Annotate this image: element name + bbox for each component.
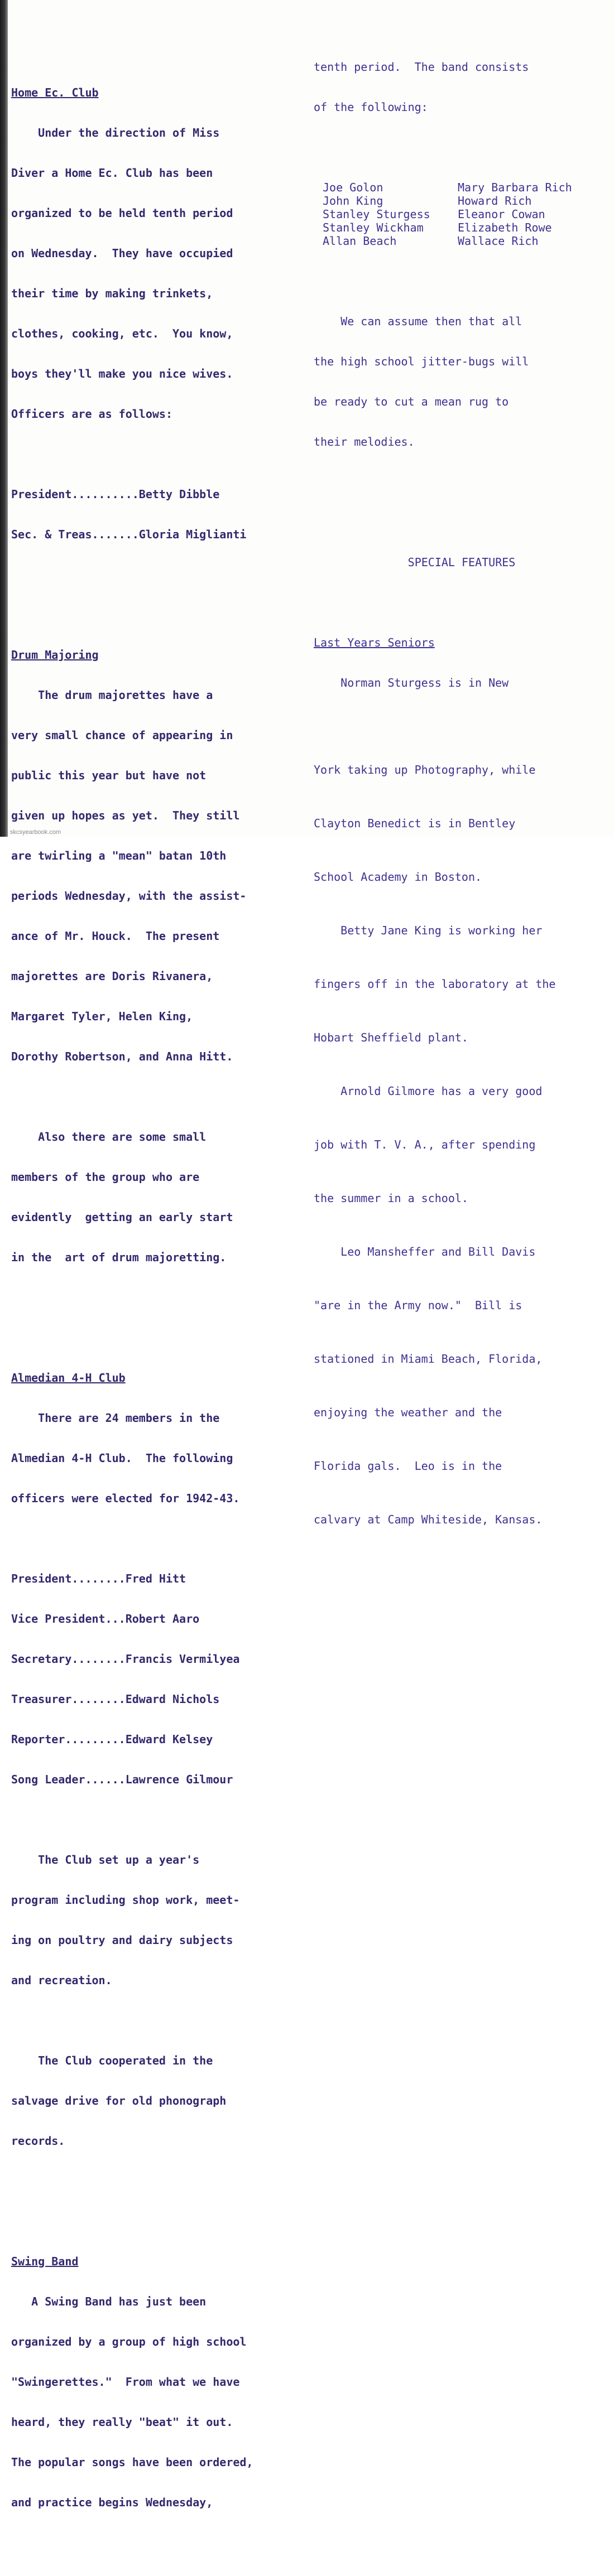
text-line: public this year but have not <box>11 769 207 782</box>
text-line: Leo Mansheffer and Bill Davis <box>314 1245 536 1258</box>
text-line: on Wednesday. They have occupied <box>11 247 233 260</box>
text-line: the high school jitter-bugs will <box>314 355 529 368</box>
text-line: very small chance of appearing in <box>11 729 233 742</box>
text-line: calvary at Camp Whiteside, Kansas. <box>314 1513 543 1526</box>
special-features-title: SPECIAL FEATURES <box>407 556 516 569</box>
left-column <box>11 32 301 2576</box>
text-line: majorettes are Doris Rivanera, <box>11 969 213 983</box>
section-heading: Almedian 4-H Club <box>11 1371 126 1385</box>
officer-line: Song Leader......Lawrence Gilmour <box>11 1773 233 1786</box>
band-member: Mary Barbara Rich <box>458 181 572 194</box>
binding-edge <box>0 0 8 837</box>
text-line: officers were elected for 1942-43. <box>11 1492 240 1505</box>
page <box>8 0 614 2509</box>
text-line: Diver a Home Ec. Club has been <box>11 166 213 180</box>
text-line: boys they'll make you nice wives. <box>11 367 233 380</box>
band-member: Stanley Sturgess <box>323 208 430 221</box>
text-line: Arnold Gilmore has a very good <box>314 1084 543 1098</box>
text-line: Clayton Benedict is in Bentley <box>314 817 516 830</box>
text-line: Dorothy Robertson, and Anna Hitt. <box>11 1050 233 1063</box>
text-line: their time by making trinkets, <box>11 287 213 300</box>
drum-majoring-section <box>11 621 301 1291</box>
text-line: stationed in Miami Beach, Florida, <box>314 1352 543 1366</box>
text-line: their melodies. <box>314 435 415 448</box>
band-member: Elizabeth Rowe <box>458 221 552 234</box>
text-line: Margaret Tyler, Helen King, <box>11 1010 193 1023</box>
band-member: Wallace Rich <box>458 234 539 248</box>
band-member: Stanley Wickham <box>323 221 424 234</box>
text-line: Also there are some small <box>11 1130 207 1144</box>
text-line: Norman Sturgess is in New <box>314 676 509 689</box>
text-line: The Club set up a year's <box>11 1853 200 1866</box>
section-heading: Swing Band <box>11 2255 79 2268</box>
right-column <box>314 33 610 1560</box>
swing-band-section <box>11 2228 301 2536</box>
text-line: A Swing Band has just been <box>11 2295 207 2308</box>
text-line: School Academy in Boston. <box>314 870 482 884</box>
text-line: and practice begins Wednesday, <box>11 2496 213 2509</box>
text-line: York taking up Photography, while <box>314 763 536 776</box>
text-line: Almedian 4-H Club. The following <box>11 1451 233 1465</box>
text-line: program including shop work, meet- <box>11 1893 240 1907</box>
text-line: and recreation. <box>11 1974 112 1987</box>
officer-line: Sec. & Treas.......Gloria Miglianti <box>11 528 247 541</box>
officer-line: President..........Betty Dibble <box>11 488 220 501</box>
text-line: There are 24 members in the <box>11 1411 220 1425</box>
text-line: ing on poultry and dairy subjects <box>11 1933 233 1947</box>
band-member: Howard Rich <box>458 194 532 208</box>
officer-line: Vice President...Robert Aaro <box>11 1612 200 1625</box>
text-line: heard, they really "beat" it out. <box>11 2415 233 2429</box>
section-heading: Home Ec. Club <box>11 86 99 99</box>
text-line: "Swingerettes." From what we have <box>11 2375 240 2389</box>
text-line: be ready to cut a mean rug to <box>314 395 509 408</box>
text-line: of the following: <box>314 100 428 114</box>
band-member: Eleanor Cowan <box>458 208 545 221</box>
footer-watermark: skcsyearbook.com <box>10 829 61 836</box>
text-line: given up hopes as yet. They still <box>11 809 240 822</box>
text-line: organized to be held tenth period <box>11 206 233 220</box>
band-member: John King <box>323 194 383 208</box>
text-line: Hobart Sheffield plant. <box>314 1031 468 1044</box>
text-line: Betty Jane King is working her <box>314 924 543 937</box>
text-line: records. <box>11 2134 65 2148</box>
text-line: We can assume then that all <box>314 315 522 328</box>
text-line: clothes, cooking, etc. You know, <box>11 327 233 340</box>
text-line: tenth period. The band consists <box>314 60 529 74</box>
officer-line: Treasurer........Edward Nichols <box>11 1692 220 1706</box>
officer-line: Reporter.........Edward Kelsey <box>11 1733 213 1746</box>
home-ec-section <box>11 59 301 568</box>
text-line: are twirling a "mean" batan 10th <box>11 849 227 862</box>
officer-line: Secretary........Francis Vermilyea <box>11 1652 240 1666</box>
text-line: The drum majorettes have a <box>11 688 213 702</box>
text-line: Under the direction of Miss <box>11 126 220 139</box>
text-line: the summer in a school. <box>314 1191 468 1205</box>
text-line: enjoying the weather and the <box>314 1406 502 1419</box>
text-line: in the art of drum majoretting. <box>11 1251 227 1264</box>
text-line: The Club cooperated in the <box>11 2054 213 2067</box>
section-heading: Drum Majoring <box>11 648 99 662</box>
text-line: ance of Mr. Houck. The present <box>11 929 220 943</box>
text-line: job with T. V. A., after spending <box>314 1138 536 1151</box>
text-line: salvage drive for old phonograph <box>11 2094 227 2107</box>
text-line: members of the group who are <box>11 1170 200 1184</box>
text-line: evidently getting an early start <box>11 1210 233 1224</box>
band-member: Allan Beach <box>323 234 397 248</box>
text-line: periods Wednesday, with the assist- <box>11 889 247 903</box>
band-roster <box>323 181 610 248</box>
text-line: Florida gals. Leo is in the <box>314 1459 502 1473</box>
text-line: fingers off in the laboratory at the <box>314 977 556 991</box>
text-line: Officers are as follows: <box>11 407 172 421</box>
band-member: Joe Golon <box>323 181 383 194</box>
text-line: The popular songs have been ordered, <box>11 2456 253 2469</box>
text-line: organized by a group of high school <box>11 2335 247 2348</box>
text-line: "are in the Army now." Bill is <box>314 1299 522 1312</box>
almedian-4h-section <box>11 1344 301 2174</box>
officer-line: President........Fred Hitt <box>11 1572 186 1585</box>
section-heading: Last Years Seniors <box>314 636 435 649</box>
